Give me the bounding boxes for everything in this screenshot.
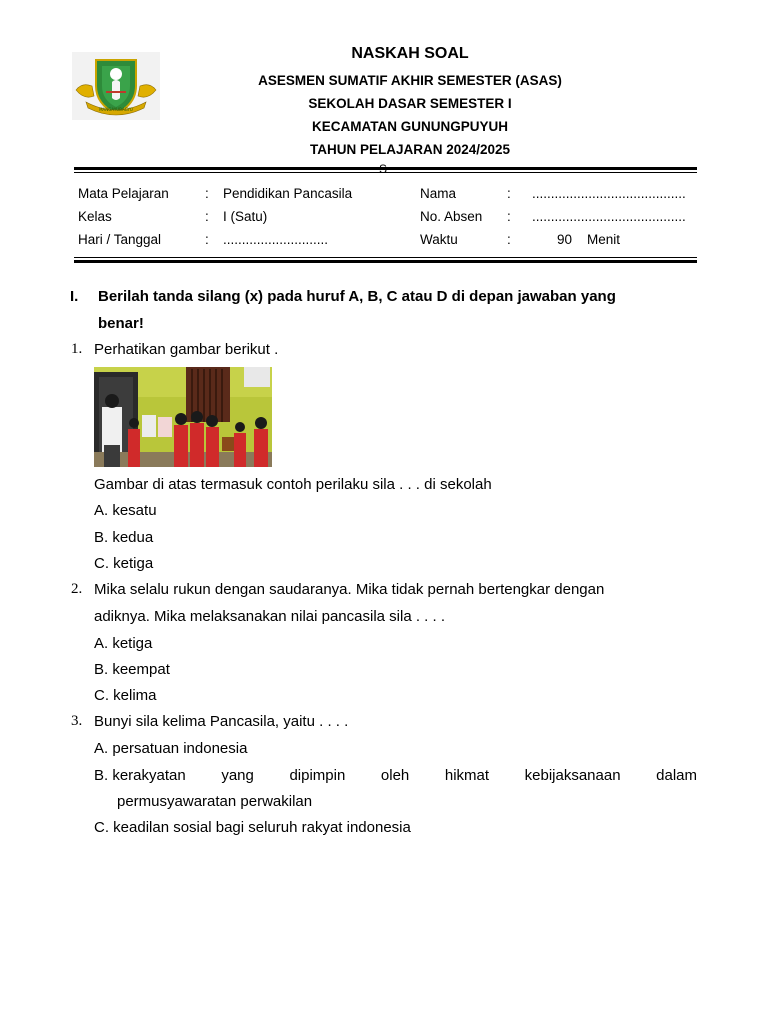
question-1-option-a[interactable]: A. kesatu (94, 502, 157, 519)
section-number: I. (70, 288, 79, 305)
label-day-date: Hari / Tanggal (78, 232, 162, 247)
word: yang (221, 767, 254, 784)
question-3-option-b-line2: permusyawaratan perwakilan (117, 793, 313, 810)
question-1-option-b[interactable]: B. kedua (94, 529, 154, 546)
question-3-option-a[interactable]: A. persatuan indonesia (94, 740, 248, 757)
svg-text:MANGAYUBAGYO: MANGAYUBAGYO (99, 107, 133, 112)
document-title: NASKAH SOAL (351, 45, 469, 62)
colon: : (205, 186, 209, 201)
question-2-option-a[interactable]: A. ketiga (94, 635, 153, 652)
colon: : (507, 232, 511, 247)
question-number: 1. (71, 341, 83, 357)
section-instruction-line1: Berilah tanda silang (x) pada huruf A, B, C atau D di depan jawaban yang (98, 288, 616, 305)
header-line-assessment: ASESMEN SUMATIF AKHIR SEMESTER (ASAS) (258, 73, 562, 88)
word: dipimpin (289, 767, 346, 784)
label-name: Nama (420, 186, 457, 201)
colon: : (205, 232, 209, 247)
question-2-text-line1: Mika selalu rukun dengan saudaranya. Mika tidak pernah bertengkar dengan (94, 581, 605, 598)
header-line-academic-year: TAHUN PELAJARAN 2024/2025 (309, 142, 511, 157)
question-number: 2. (71, 581, 83, 597)
label-time: Waktu (420, 232, 458, 247)
question-2-option-c[interactable]: C. kelima (94, 687, 157, 704)
word: kebijaksanaan (524, 767, 621, 784)
word: B. kerakyatan (94, 767, 186, 784)
label-subject: Mata Pelajaran (78, 186, 169, 201)
value-time-unit: Menit (587, 232, 621, 247)
value-time: 90 (557, 232, 573, 247)
colon: : (507, 209, 511, 224)
question-1-option-c[interactable]: C. ketiga (94, 555, 154, 572)
label-roll-number: No. Absen (420, 209, 483, 224)
value-name-blank: ......................................... (532, 186, 686, 201)
value-roll-number-blank: ......................................... (532, 209, 686, 224)
value-subject: Pendidikan Pancasila (223, 186, 353, 201)
word: hikmat (444, 767, 490, 784)
header-line-district: KECAMATAN GUNUNGPUYUH (312, 119, 508, 134)
regency-emblem-logo (72, 52, 160, 120)
question-3-option-b[interactable] (94, 767, 697, 784)
section-instruction-line2: benar! (98, 315, 144, 332)
colon: : (507, 186, 511, 201)
question-1-text: Perhatikan gambar berikut . (94, 341, 279, 358)
question-3-text: Bunyi sila kelima Pancasila, yaitu . . . . (94, 713, 349, 730)
colon: : (205, 209, 209, 224)
value-day-date-blank: ............................ (223, 232, 329, 247)
question-2-option-b[interactable]: B. keempat (94, 661, 170, 678)
question-1-photo (94, 367, 272, 467)
question-number: 3. (71, 713, 83, 729)
stray-character: S (379, 162, 388, 176)
word: dalam (656, 767, 697, 784)
question-1-prompt: Gambar di atas termasuk contoh perilaku sila . . . di sekolah (94, 476, 492, 493)
word: oleh (380, 767, 410, 784)
question-3-option-c[interactable]: C. keadilan sosial bagi seluruh rakyat indonesia (94, 819, 411, 836)
header-divider-bottom (74, 257, 697, 263)
label-class: Kelas (78, 209, 112, 224)
question-2-text-line2: adiknya. Mika melaksanakan nilai pancasila sila . . . . (94, 608, 446, 625)
value-class: I (Satu) (223, 209, 268, 224)
header-line-school: SEKOLAH DASAR SEMESTER I (308, 96, 512, 111)
